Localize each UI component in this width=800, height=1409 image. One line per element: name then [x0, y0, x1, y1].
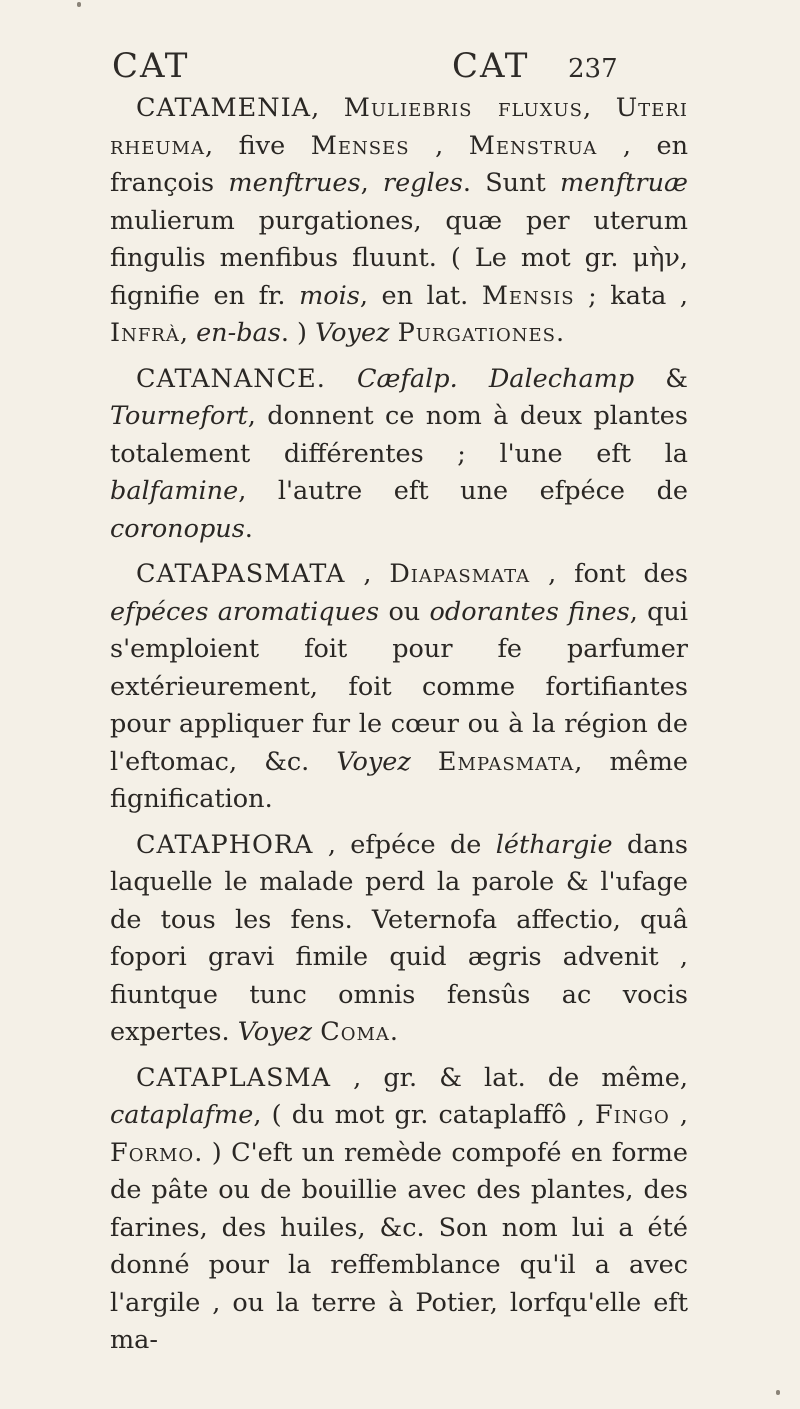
text-run: Empasmata: [437, 746, 575, 777]
text-run: [312, 1017, 320, 1047]
ink-speck: [77, 2, 81, 7]
text-run: odorantes fines: [429, 596, 630, 627]
entry-headword: CATAPHORA: [136, 829, 314, 860]
entry-catanance: [110, 361, 688, 549]
header-left-word: CAT: [112, 46, 190, 86]
text-run: Voyez: [237, 1017, 313, 1047]
text-run: , five: [205, 130, 311, 161]
text-run: Infrà: [110, 318, 180, 348]
text-run: , l'autre eft une efpéce de: [238, 476, 688, 506]
running-header: [112, 40, 692, 90]
entry-cataplasma: [110, 1060, 688, 1360]
header-right-word: CAT: [452, 46, 530, 86]
text-run: , même fignification.: [110, 746, 688, 814]
text-run: . ) C'eft un remède compofé en forme de pâte ou de bouillie avec des plantes, des farines, des huiles, &c. Son nom lui a été donné pour la reffemblance qu'il a avec l'argile , ou la terre à Potier, lorfqu'elle eft ma-: [110, 1137, 688, 1355]
text-run: Menstrua: [468, 130, 598, 161]
text-run: balfamine: [110, 476, 239, 506]
text-run: , font des: [530, 559, 688, 589]
entry-headword: CATAPLASMA: [136, 1062, 332, 1093]
text-run: regles: [382, 168, 463, 198]
text-run: .: [244, 513, 253, 544]
text-run: . Sunt: [462, 168, 561, 198]
ink-speck: [776, 1390, 780, 1395]
text-run: Purgationes: [397, 318, 556, 348]
text-run: Mensis: [481, 280, 575, 311]
text-run: , qui s'emploient foit pour fe parfumer extérieurement, foit comme fortifiantes pour appliquer fur le cœur ou à la région de l'eftomac, &c.: [110, 596, 688, 777]
text-run: Muliebris fluxus: [343, 93, 583, 123]
text-run: Voyez: [315, 318, 390, 348]
text-run: ,: [311, 93, 344, 123]
text-run: Diapasmata: [389, 559, 531, 589]
text-run: Voyez: [336, 746, 411, 777]
text-run: mulierum purgationes, quæ per uterum fingulis menfibus fluunt. ( Le mot gr. μὴν, fignifie en fr.: [110, 205, 688, 311]
text-run: Menses: [310, 130, 410, 161]
text-run: , en françois: [110, 130, 688, 198]
text-run: &: [634, 363, 688, 394]
text-run: ,: [345, 559, 390, 589]
text-run: [389, 318, 397, 348]
text-run: , en lat.: [359, 280, 482, 311]
text-run: , donnent ce nom à deux plantes totalement différentes ; l'une eft la: [110, 401, 688, 469]
text-run: .: [555, 318, 565, 348]
text-run: , efpéce de: [313, 829, 496, 860]
entry-headword: CATAMENIA: [136, 93, 312, 123]
text-run: mois: [299, 280, 360, 311]
text-run: menftruæ: [560, 168, 688, 198]
text-run: . ): [280, 318, 316, 348]
text-run: en-bas: [196, 318, 281, 348]
text-run: Formo: [110, 1137, 195, 1168]
text-run: ou: [379, 596, 430, 627]
text-run: Uteri rheuma: [110, 93, 688, 161]
entry-catapasmata: [110, 556, 688, 819]
text-run: Coma: [320, 1017, 390, 1047]
entry-headword: CATAPASMATA: [136, 559, 346, 589]
entry-cataphora: [110, 827, 688, 1052]
text-run: menftrues: [228, 168, 361, 198]
entry-catamenia: [110, 90, 688, 353]
text-run: dans laquelle le malade perd la parole & l'ufage de tous les fens. Veternofa affectio, quâ fopori gravi fimile quid ægris advenit , fiuntque tunc omnis fensûs ac vocis expertes.: [110, 829, 688, 1047]
text-run: ,: [669, 1100, 688, 1130]
text-run: efpéces aromatiques: [110, 596, 380, 627]
text-run: Fingo: [595, 1100, 670, 1130]
text-run: ,: [360, 168, 383, 198]
text-run: , gr. & lat. de même,: [331, 1062, 688, 1093]
entry-headword: CATANANCE.: [136, 363, 326, 394]
text-run: [326, 364, 357, 394]
text-run: Tournefort: [110, 401, 248, 431]
text-run: Cæfalp. Dalechamp: [357, 363, 635, 394]
entries-column: [110, 90, 688, 1368]
text-run: [411, 747, 438, 777]
page-number: 237: [568, 54, 618, 84]
text-run: .: [389, 1017, 398, 1047]
text-run: cataplafme: [110, 1100, 254, 1130]
text-run: ; kata ,: [574, 280, 689, 311]
text-run: léthargie: [495, 829, 613, 860]
text-run: , ( du mot gr. cataplaffô ,: [253, 1100, 596, 1130]
text-run: ,: [179, 318, 197, 348]
text-run: ,: [409, 130, 469, 161]
text-run: ,: [583, 93, 616, 123]
text-run: coronopus: [110, 513, 245, 544]
